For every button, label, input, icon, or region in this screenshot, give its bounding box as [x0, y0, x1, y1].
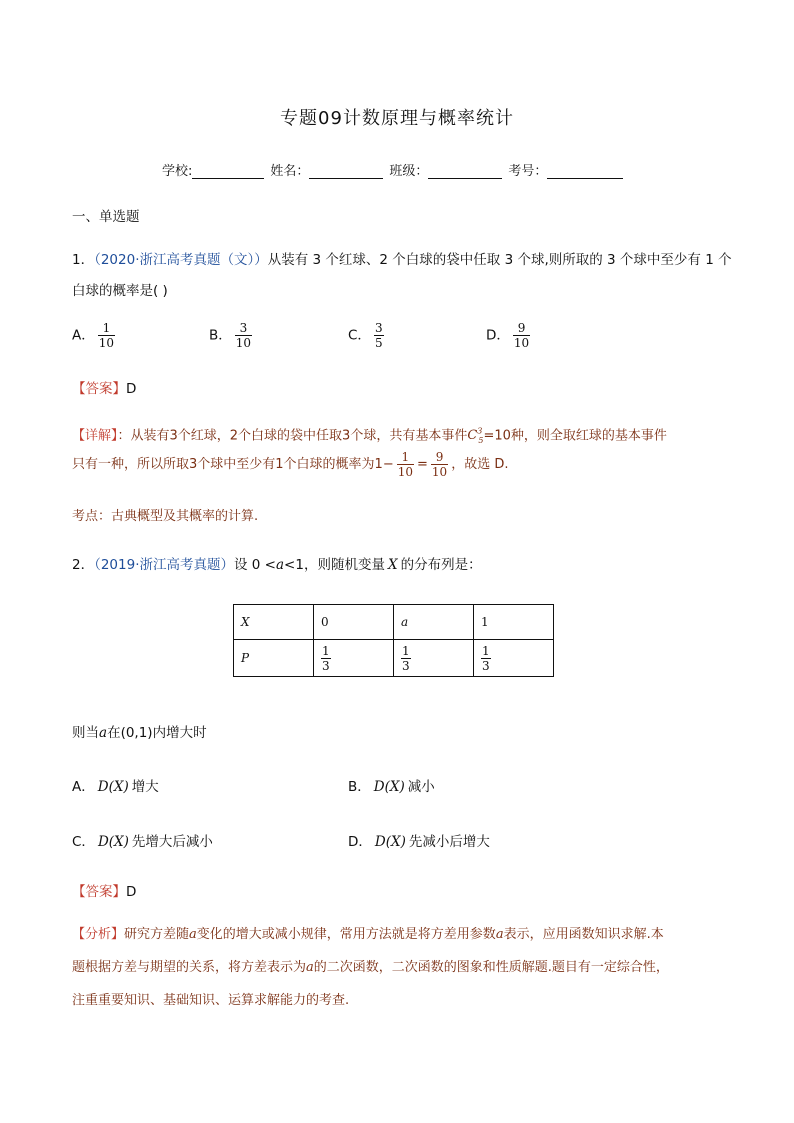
option-label: A．	[72, 779, 95, 795]
fraction: $\frac{1}{10}$	[397, 450, 413, 479]
q1-option-b[interactable]	[209, 321, 255, 350]
fraction: $\frac{1}{3}$	[482, 643, 490, 673]
q2-text: 的分布列是：	[400, 557, 482, 573]
table-cell	[314, 640, 394, 677]
table-cell: X	[234, 605, 314, 640]
answer-value: D	[126, 381, 137, 397]
section-heading: 一、单选题	[72, 209, 140, 225]
q1-number: 1．	[72, 252, 95, 268]
q1-option-a[interactable]	[72, 321, 118, 350]
q2-source: （2019·浙江高考真题）	[94, 557, 234, 573]
function: D(X)	[97, 779, 129, 795]
name-blank[interactable]	[309, 164, 383, 179]
q1-kaodian: 考点：古典概型及其概率的计算.	[72, 509, 259, 524]
fraction: $\frac{1}{3}$	[322, 643, 330, 673]
q2-option-b[interactable]	[348, 775, 435, 795]
option-text: 先减小后增大	[408, 834, 490, 850]
analysis-text: 的二次函数，二次函数的图象和性质解题.题目有一定综合性，	[313, 960, 669, 975]
stem-text: 在	[107, 725, 121, 741]
var-a: a	[495, 927, 504, 942]
fraction: $\frac{9}{10}$	[431, 450, 448, 479]
option-label: B．	[209, 327, 232, 344]
analysis-text: 题根据方差与期望的关系，将方差表示为	[72, 960, 307, 975]
school-blank[interactable]	[192, 164, 264, 179]
detail-text: =10种，则全取红球的基本事件	[483, 428, 667, 444]
q1-answer	[72, 377, 136, 397]
option-text: 先增大后减小	[131, 834, 213, 850]
q2-number: 2．	[72, 557, 95, 573]
var-a: a	[306, 960, 314, 975]
q1-detail-line2	[72, 449, 508, 480]
exam-no-blank[interactable]	[547, 164, 623, 179]
q2-answer	[72, 880, 136, 900]
table-cell: P	[234, 640, 314, 677]
analysis-label: 【分析】	[72, 927, 125, 942]
detail-text: 只有一种，所以所取3个球中至少有1个白球的概率为1−	[72, 457, 394, 472]
fraction: $\frac{3}{5}$	[374, 321, 383, 350]
page-title: 专题09计数原理与概率统计	[280, 108, 514, 129]
equals: =	[417, 457, 428, 472]
q2-option-d[interactable]	[348, 830, 490, 850]
name-label: 姓名：	[270, 164, 310, 179]
var-x: X	[387, 557, 398, 573]
table-cell: 0	[314, 605, 394, 640]
q1-source: （2020·浙江高考真题（文））	[94, 252, 268, 268]
analysis-text: 研究方差随	[124, 927, 190, 942]
interval: (0,1)	[120, 725, 153, 741]
detail-label: 【详解】	[72, 428, 118, 444]
option-label: D．	[486, 327, 510, 344]
q2-line1	[72, 553, 482, 573]
q1-line1	[72, 248, 732, 268]
stem-text: 内增大时	[152, 725, 207, 741]
analysis-text: 变化的增大或减小规律，常用方法就是将方差用参数	[196, 927, 496, 942]
fraction: $\frac{1}{3}$	[402, 643, 410, 673]
fraction: $\frac{3}{10}$	[235, 321, 252, 350]
combination: $C^3_5$	[467, 427, 484, 445]
school-label: 学校:	[162, 164, 193, 179]
option-label: C．	[72, 834, 95, 850]
option-label: D．	[348, 834, 372, 850]
q1-option-d[interactable]	[486, 321, 533, 350]
class-label: 班级：	[389, 164, 429, 179]
answer-label: 【答案】	[72, 884, 126, 900]
option-label: A．	[72, 327, 95, 344]
option-label: C．	[348, 327, 371, 344]
q1-text-line1: 从装有 3 个红球、2 个白球的袋中任取 3 个球,则所取的 3 个球中至少有 1 个	[267, 252, 732, 268]
var-a: a	[189, 927, 197, 942]
distribution-table	[233, 604, 554, 677]
q1-option-c[interactable]	[348, 321, 387, 350]
function: D(X)	[97, 834, 129, 850]
class-blank[interactable]	[428, 164, 502, 179]
fraction: $\frac{9}{10}$	[513, 321, 530, 350]
q2-text: <1，则随机变量	[284, 557, 385, 573]
answer-label: 【答案】	[72, 381, 126, 397]
table-cell	[474, 640, 554, 677]
option-text: 增大	[131, 779, 159, 795]
q2-text: 设 0 <	[234, 557, 276, 573]
q2-analysis-line3: 注重重要知识、基础知识、运算求解能力的考查.	[72, 993, 350, 1008]
table-cell: 1	[474, 605, 554, 640]
analysis-text: 表示，应用函数知识求解.本	[503, 927, 664, 942]
option-text: 减小	[407, 779, 435, 795]
table-cell	[394, 640, 474, 677]
fraction: $\frac{1}{10}$	[98, 321, 115, 350]
stem-text: 则当	[72, 725, 99, 741]
table-cell: a	[394, 605, 474, 640]
table-row	[234, 605, 554, 640]
q1-line2: 白球的概率是( )	[72, 283, 168, 299]
var-a: a	[99, 725, 108, 741]
q2-analysis-line2	[72, 952, 669, 983]
option-label: B．	[348, 779, 371, 795]
q2-option-c[interactable]	[72, 830, 213, 850]
function: D(X)	[374, 834, 406, 850]
q2-stem	[72, 721, 207, 741]
function: D(X)	[373, 779, 405, 795]
exam-no-label: 考号：	[508, 164, 548, 179]
detail-text: ：从装有3个红球，2个白球的袋中任取3个球，共有基本事件	[117, 428, 468, 444]
q2-option-a[interactable]	[72, 775, 159, 795]
detail-text: ，故选 D.	[451, 457, 509, 472]
q2-analysis-line1	[72, 919, 664, 950]
table-row	[234, 640, 554, 677]
student-info-line	[162, 160, 629, 179]
var-a: a	[275, 557, 285, 573]
answer-value: D	[126, 884, 137, 900]
